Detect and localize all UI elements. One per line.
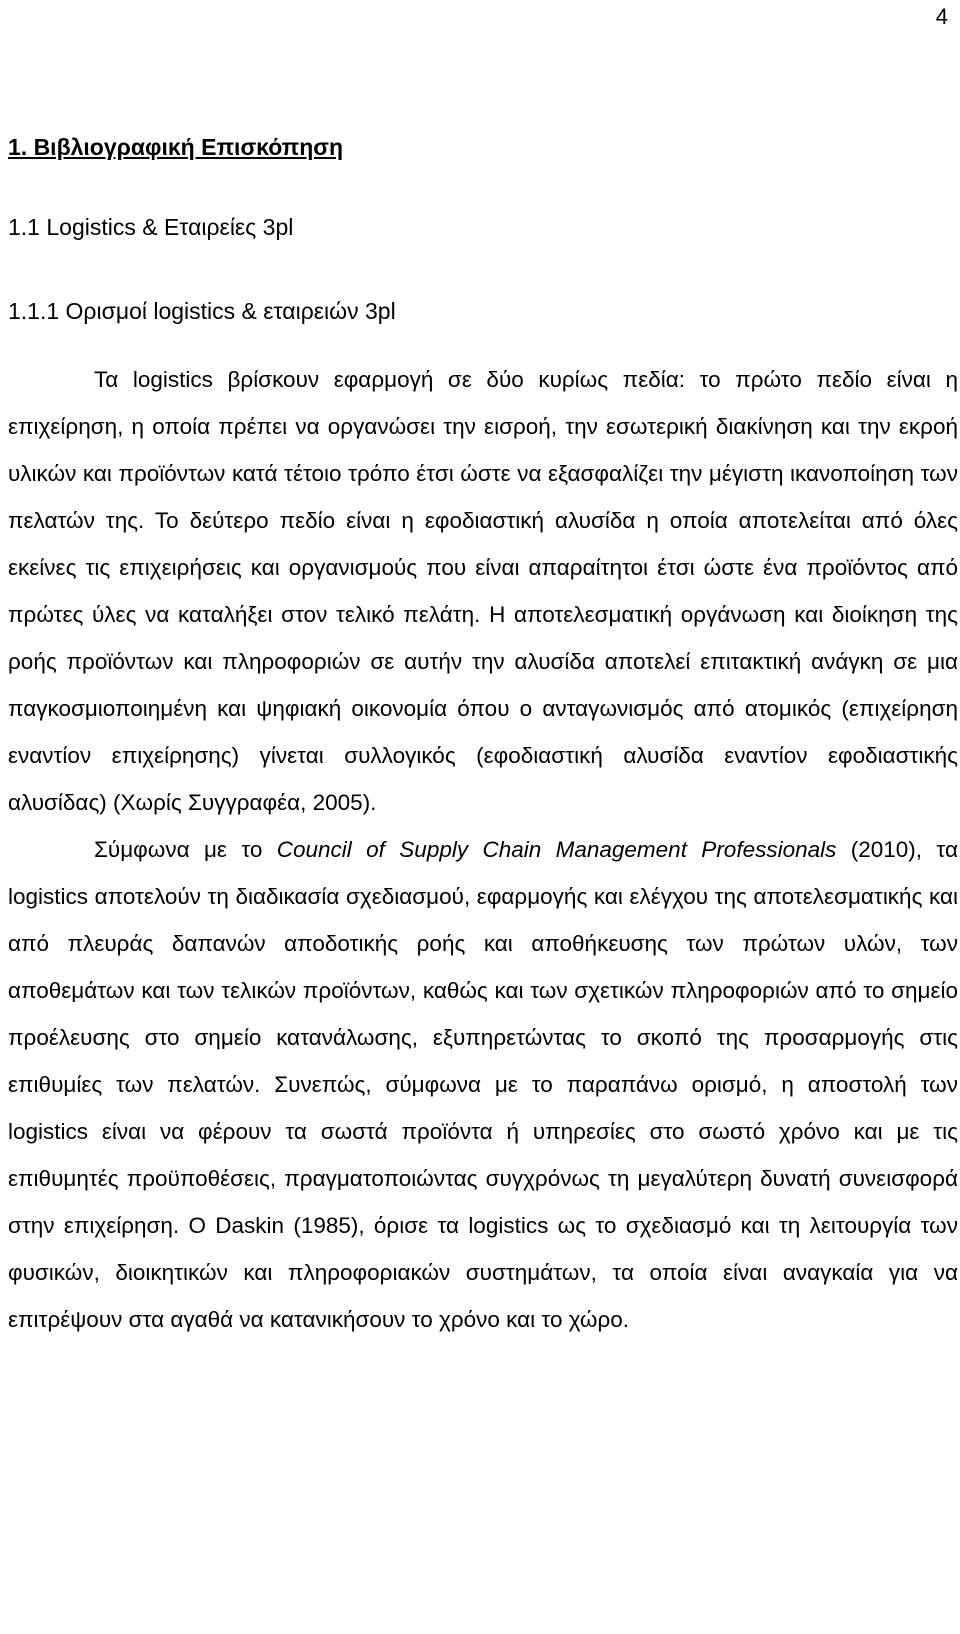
paragraph-text: (2010), τα logistics αποτελούν τη διαδικασία σχεδιασμού, εφαρμογής και ελέγχου της αποτελεσματικής και από πλευράς δαπανών αποδοτικής ροής και αποθήκευσης των πρώτων υλών, των αποθεμάτων και των τελικών προϊόντων, καθώς και των σχετικών πληροφοριών από το σημείο προέλευσης στο σημείο κατανάλωσης, εξυπηρετώντας το σκοπό της προσαρμογής στις επιθυμίες των πελατών. Συνεπώς, σύμφωνα με το παραπάνω ορισμό, η αποστολή των logistics είναι να φέρουν τα σωστά προϊόντα ή υπηρεσίες στο σωστό χρόνο και με τις επιθυμητές προϋποθέσεις, πραγματοποιώντας συγχρόνως τη μεγαλύτερη δυνατή συνεισφορά στην επιχείρηση. Ο Daskin (1985), όρισε τα logistics ως το σχεδιασμό και τη λειτουργία των φυσικών, διοικητικών και πληροφοριακών συστημάτων, τα οποία είναι αναγκαία για να επιτρέψουν στα αγαθά να κατανικήσουν το χρόνο και το χώρο. [8,837,958,1332]
paragraph-logistics-definition [8,826,958,1343]
paragraph-text: Σύμφωνα με το [94,837,277,862]
chapter-heading: 1. Βιβλιογραφική Επισκόπηση [8,134,344,160]
organization-name: Council of Supply Chain Management Professionals [276,837,837,862]
document-body [8,118,958,1343]
paragraph-logistics-fields: Τα logistics βρίσκουν εφαρμογή σε δύο κυρίως πεδία: το πρώτο πεδίο είναι η επιχείρηση, η οποία πρέπει να οργανώσει την εισροή, την εσωτερική διακίνηση και την εκροή υλικών και προϊόντων κατά τέτοιο τρόπο έτσι ώστε να εξασφαλίζει την μέγιστη ικανοποίηση των πελατών της. Το δεύτερο πεδίο είναι η εφοδιαστική αλυσίδα η οποία αποτελείται από όλες εκείνες τις επιχειρήσεις και οργανισμούς που είναι απαραίτητοι έτσι ώστε ένα προϊόντος από πρώτες ύλες να καταλήξει στον τελικό πελάτη. Η αποτελεσματική οργάνωση και διοίκηση της ροής προϊόντων και πληροφοριών σε αυτήν την αλυσίδα αποτελεί επιτακτική ανάγκη σε μια παγκοσμιοποιημένη και ψηφιακή οικονομία όπου ο ανταγωνισμός από ατομικός (επιχείρηση εναντίον επιχείρησης) γίνεται συλλογικός (εφοδιαστική αλυσίδα εναντίον εφοδιαστικής αλυσίδας) (Χωρίς Συγγραφέα, 2005). [8,367,958,815]
subsection-heading: 1.1.1 Ορισμοί logistics & εταιρειών 3pl [8,298,396,324]
section-heading: 1.1 Logistics & Εταιρείες 3pl [8,214,294,240]
page-number: 4 [935,4,948,29]
